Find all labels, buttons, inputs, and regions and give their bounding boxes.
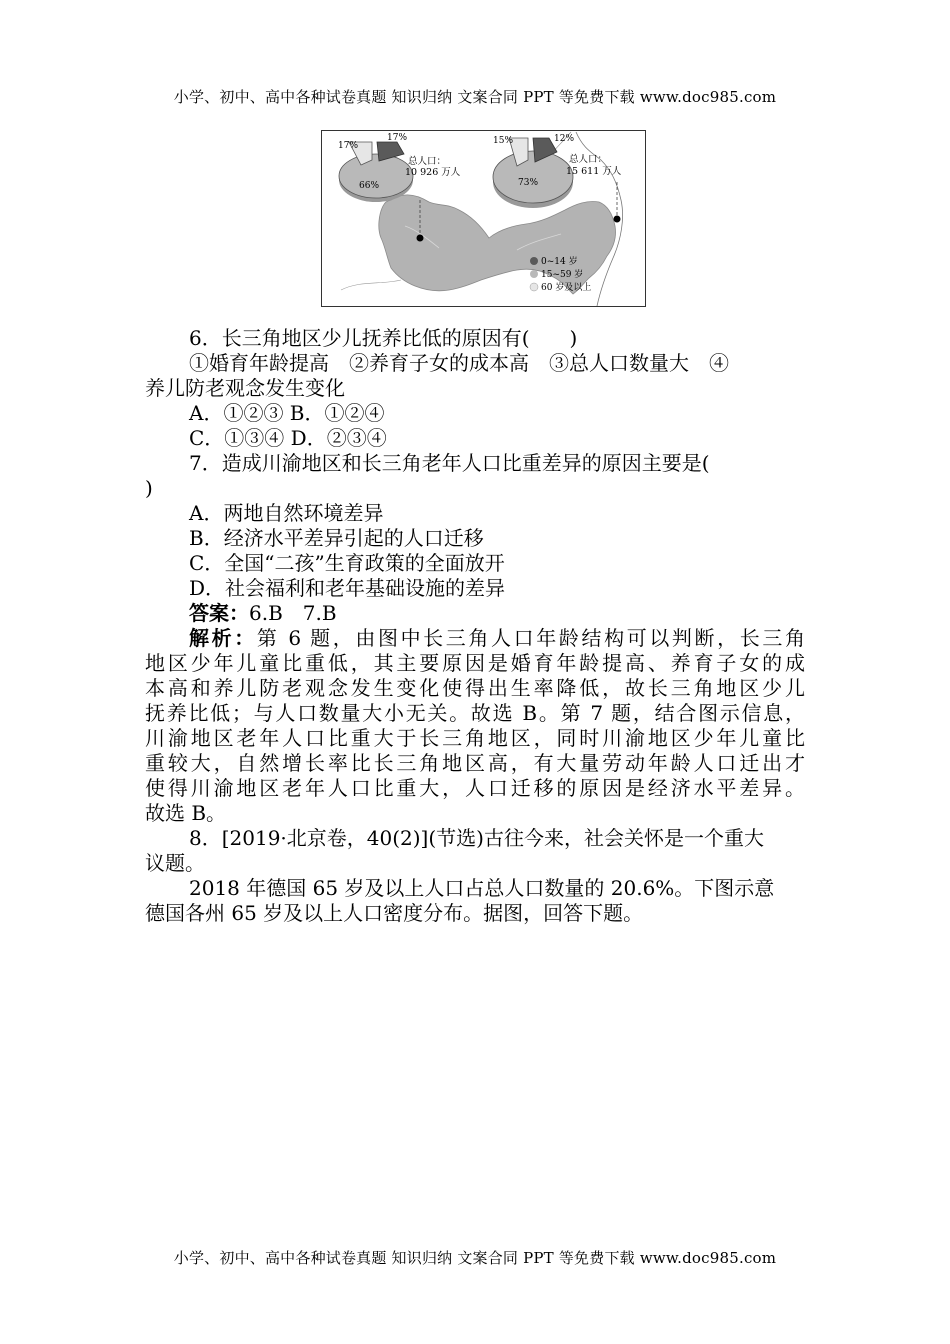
q6-choice-ab: A．①②③ B．①②④	[189, 401, 385, 425]
chuanyu-marker	[417, 235, 424, 242]
left-pie-total-label: 总人口：	[408, 156, 447, 167]
right-pie-working-slice	[493, 151, 573, 203]
answer-value: 6.B 7.B	[249, 601, 337, 625]
right-pie-total-value: 15 611 万人	[566, 166, 622, 177]
right-pie-total-label: 总人口：	[569, 154, 608, 165]
q8-line1: 8．[2019·北京卷，40(2)](节选)古往今来，社会关怀是一个重大	[189, 826, 764, 850]
answer-label: 答案：	[189, 601, 249, 625]
analysis-line7: 使得川渝地区老年人口比重大，人口迁移的原因是经济水平差异。	[145, 776, 805, 800]
right-pie-elderly-label: 15%	[493, 136, 514, 146]
page-footer: 小学、初中、高中各种试卷真题 知识归纳 文案合同 PPT 等免费下载 www.doc985.com	[173, 1249, 777, 1267]
left-pie-working-slice	[339, 154, 413, 198]
q7-stem-line2: )	[145, 476, 153, 500]
analysis-line5: 川渝地区老年人口比重大于长三角地区，同时川渝地区少年儿童比	[145, 726, 805, 750]
legend-working-label: 15~59 岁	[541, 270, 584, 280]
yangtze-delta-marker	[614, 216, 621, 223]
left-pie-youth-label: 17%	[387, 133, 408, 143]
analysis-label: 解析：	[189, 626, 257, 650]
legend-working-swatch	[530, 270, 538, 278]
question-content	[145, 326, 805, 926]
answer-line	[145, 601, 805, 626]
legend-youth-label: 0~14 岁	[541, 257, 578, 267]
analysis-line8: 故选 B。	[145, 801, 227, 825]
q8-line2: 议题。	[145, 851, 205, 875]
q7-stem-line1: 7．造成川渝地区和长三角老年人口比重差异的原因主要是(	[189, 451, 710, 475]
population-map	[321, 130, 646, 307]
analysis-line3: 本高和养儿防老观念发生变化使得出生率降低，故长三角地区少儿	[145, 676, 805, 700]
q8-line3: 2018 年德国 65 岁及以上人口占总人口数量的 20.6%。下图示意	[189, 876, 775, 900]
legend-elderly-swatch	[530, 283, 538, 291]
page-header: 小学、初中、高中各种试卷真题 知识归纳 文案合同 PPT 等免费下载 www.doc985.com	[173, 88, 777, 106]
right-pie-working-label: 73%	[518, 178, 539, 188]
left-pie-elderly-label: 17%	[338, 141, 359, 151]
q7-option-c: C．全国“二孩”生育政策的全面放开	[189, 551, 505, 575]
analysis-line4: 抚养比低；与人口数量大小无关。故选 B。第 7 题，结合图示信息，	[145, 701, 805, 725]
right-pie-youth-label: 12%	[554, 134, 575, 144]
q7-option-d: D．社会福利和老年基础设施的差异	[189, 576, 506, 600]
population-map-figure	[321, 130, 646, 307]
legend-youth-swatch	[530, 257, 538, 265]
q8-line4: 德国各州 65 岁及以上人口密度分布。据图，回答下题。	[145, 901, 644, 925]
q6-stem: 6．长三角地区少儿抚养比低的原因有( )	[189, 326, 578, 350]
left-pie-total-value: 10 926 万人	[405, 167, 461, 178]
q7-option-a: A．两地自然环境差异	[189, 501, 384, 525]
q7-option-b: B．经济水平差异引起的人口迁移	[189, 526, 484, 550]
q6-choice-cd: C．①③④ D．②③④	[189, 426, 387, 450]
legend-elderly-label: 60 岁及以上	[541, 283, 592, 293]
left-pie-working-label: 66%	[359, 181, 380, 191]
q6-options-line2: 养儿防老观念发生变化	[145, 376, 345, 400]
q6-options-line1: ①婚育年龄提高 ②养育子女的成本高 ③总人口数量大 ④	[189, 351, 729, 375]
analysis-line2: 地区少年儿童比重低，其主要原因是婚育年龄提高、养育子女的成	[145, 651, 805, 675]
analysis-line1: 解析：第 6 题，由图中长三角人口年龄结构可以判断，长三角	[189, 626, 805, 650]
analysis-line6: 重较大，自然增长率比长三角地区高，有大量劳动年龄人口迁出才	[145, 751, 805, 775]
